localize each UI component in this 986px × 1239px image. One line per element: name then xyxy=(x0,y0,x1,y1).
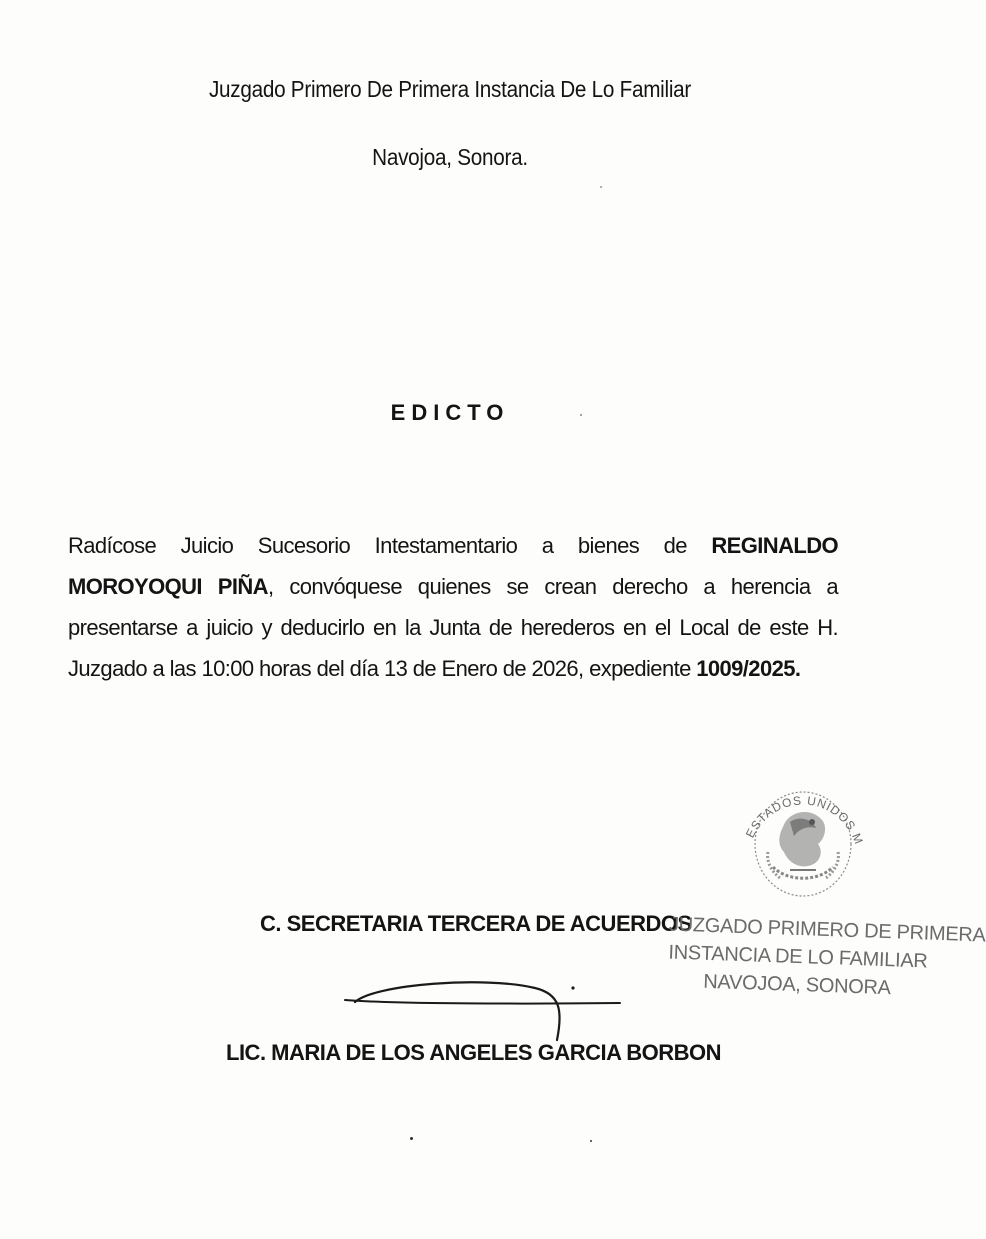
stamp-line-3: NAVOJOA, SONORA xyxy=(702,970,892,1000)
court-stamp xyxy=(667,910,986,1003)
scan-speck xyxy=(590,1140,592,1142)
body-text-1: Radícose Juicio Sucesorio Intestamentario a bienes de xyxy=(68,533,712,558)
body-text-2: , convóquese quienes se crean derecho a herencia a presentarse a juicio y deducirlo en la Junta de herederos en el Local de este H. Juzgado a las 10:00 horas del día 13 de Enero de 2026, expediente xyxy=(68,574,838,681)
scan-speck xyxy=(600,186,602,188)
signatory-position: C. SECRETARIA TERCERA DE ACUERDOS xyxy=(260,911,692,936)
svg-text:ESTADOS UNIDOS MEXICANOS: ESTADOS UNIDOS M xyxy=(742,793,867,847)
edict-body xyxy=(68,525,838,689)
decedent-name: REGINALDO MOROYOQUI PIÑA xyxy=(68,533,838,599)
case-number: 1009/2025. xyxy=(696,656,801,681)
stamp-line-2: INSTANCIA DE LO FAMILIAR xyxy=(668,941,928,973)
scan-speck xyxy=(580,414,582,416)
signatory-name: LIC. MARIA DE LOS ANGELES GARCIA BORBON xyxy=(226,1040,722,1065)
scan-speck xyxy=(410,1137,413,1140)
stamp-line-1: JUZGADO PRIMERO DE PRIMERA xyxy=(668,913,986,947)
court-city: Navojoa, Sonora. xyxy=(372,144,528,170)
national-seal-icon xyxy=(728,752,878,912)
document-title: EDICTO xyxy=(390,400,510,425)
court-name: Juzgado Primero De Primera Instancia De Lo Familiar xyxy=(208,76,692,102)
